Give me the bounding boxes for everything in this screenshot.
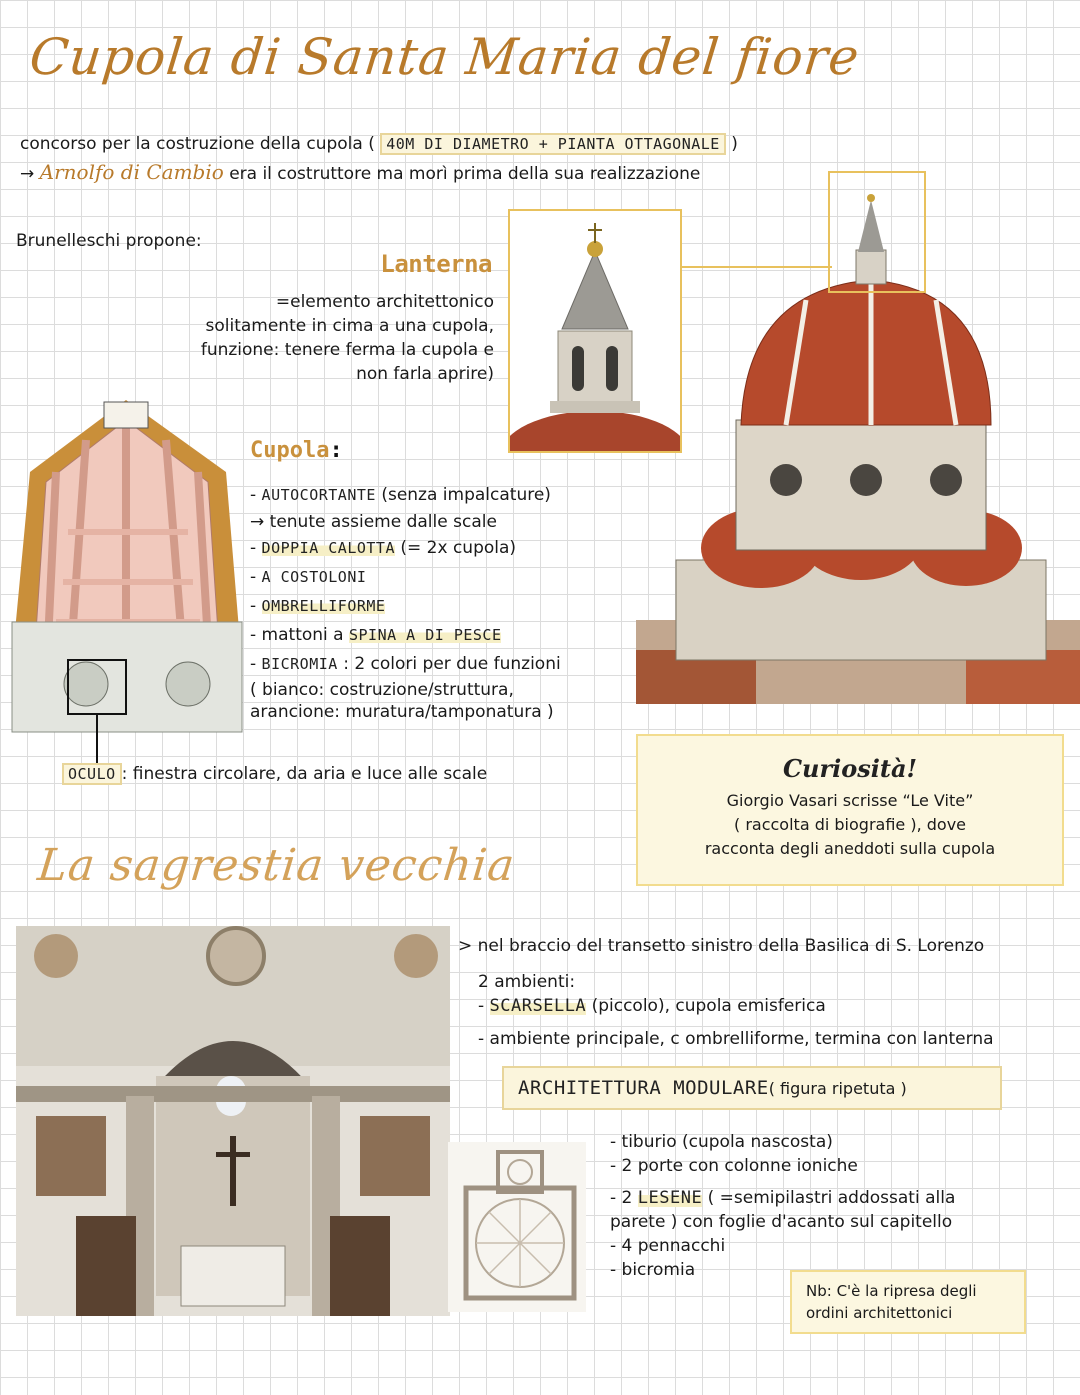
cupola-item: - DOPPIA CALOTTA (= 2x cupola) bbox=[250, 538, 517, 558]
lanterna-heading: Lanterna bbox=[380, 250, 492, 278]
sagrestia-intro: > nel braccio del transetto sinistro della Basilica di S. Lorenzo bbox=[458, 936, 985, 956]
sagrestia-list bbox=[610, 1130, 955, 1282]
oculo-line bbox=[62, 762, 487, 786]
lesene-line: - 2 LESENE ( =semipilastri addossati alla bbox=[610, 1188, 956, 1208]
lanterna-line: =elemento architettonico bbox=[275, 292, 494, 312]
oculo-key: OCULO bbox=[62, 763, 122, 785]
curiosita-text bbox=[638, 789, 1062, 861]
dome-lanterna-highlight bbox=[828, 171, 926, 293]
sagrestia-item: - bicromia bbox=[610, 1260, 696, 1280]
cupola-cutaway bbox=[8, 392, 246, 740]
modulare-box bbox=[502, 1066, 1002, 1110]
modulare-rest: ( figura ripetuta ) bbox=[768, 1078, 907, 1098]
lanterna-line: non farla aprire) bbox=[356, 364, 494, 384]
bicromia-line: arancione: muratura/tamponatura ) bbox=[250, 702, 554, 722]
scarsella-key: SCARSELLA bbox=[489, 996, 587, 1016]
curiosita-line: Giorgio Vasari scrisse “Le Vite” bbox=[726, 791, 974, 810]
page-title: Cupola di Santa Maria del fiore bbox=[26, 28, 863, 86]
oculo-rest: : finestra circolare, da aria e luce alle scale bbox=[121, 764, 488, 784]
curiosita-box bbox=[636, 734, 1064, 886]
principale-line: - ambiente principale, c ombrelliforme, termina con lanterna bbox=[478, 1029, 994, 1049]
cupola-item: - AUTOCORTANTE (senza impalcature) bbox=[250, 485, 551, 505]
concorso-prefix: concorso per la costruzione della cupola ( bbox=[20, 134, 375, 154]
lanterna-text bbox=[130, 290, 494, 386]
floor-plan-drawing bbox=[448, 1142, 586, 1312]
cupola-colon: : bbox=[329, 438, 343, 463]
curiosita-line: racconta degli aneddoti sulla cupola bbox=[704, 839, 996, 858]
brunelleschi-label: Brunelleschi propone: bbox=[16, 231, 202, 251]
nb-box bbox=[790, 1270, 1026, 1334]
cupola-item: - A COSTOLONI bbox=[250, 567, 367, 587]
ambienti-label: 2 ambienti: bbox=[478, 972, 576, 992]
cutaway-illustration bbox=[8, 392, 246, 740]
concorso-suffix: ) bbox=[731, 134, 738, 154]
curiosita-line: ( raccolta di biografie ), dove bbox=[734, 815, 966, 834]
concorso-box: 40M DI DIAMETRO + PIANTA OTTAGONALE bbox=[380, 133, 726, 155]
oculo-pointer-line bbox=[96, 714, 98, 766]
curiosita-heading: Curiosità! bbox=[782, 754, 918, 783]
sagrestia-item: - 2 porte con colonne ioniche bbox=[610, 1156, 858, 1176]
arnolfo-rest: era il costruttore ma morì prima della sua realizzazione bbox=[229, 164, 701, 184]
nb-line: Nb: C'è la ripresa degli bbox=[806, 1282, 977, 1300]
cupola-list bbox=[250, 481, 561, 723]
scarsella-line: - SCARSELLA (piccolo), cupola emisferica bbox=[478, 996, 826, 1016]
spina-text: SPINA A DI PESCE bbox=[348, 626, 502, 644]
sagrestia-title: La sagrestia vecchia bbox=[35, 840, 518, 891]
cupola-heading: Cupola bbox=[250, 438, 330, 463]
lanterna-line: solitamente in cima a una cupola, bbox=[205, 316, 494, 336]
lesene-key: LESENE bbox=[637, 1188, 703, 1208]
sagrestia-photo bbox=[16, 926, 450, 1316]
sagrestia-item: - tiburio (cupola nascosta) bbox=[610, 1132, 833, 1152]
nb-text bbox=[806, 1280, 1024, 1324]
floor-plan bbox=[448, 1142, 586, 1312]
lesene-line-2: parete ) con foglie d'acanto sul capitello bbox=[610, 1212, 953, 1232]
cupola-item: → tenute assieme dalle scale bbox=[250, 512, 497, 532]
cupola-item: - BICROMIA : 2 colori per due funzioni bbox=[250, 654, 561, 674]
lanterna-line: funzione: tenere ferma la cupola e bbox=[200, 340, 494, 360]
sagrestia-item: - 4 pennacchi bbox=[610, 1236, 726, 1256]
cupola-heading-row bbox=[250, 438, 343, 463]
concorso-line bbox=[20, 132, 738, 156]
cupola-item: - mattoni a SPINA A DI PESCE bbox=[250, 625, 502, 645]
sagrestia-illustration bbox=[16, 926, 450, 1316]
modulare-key: ARCHITETTURA MODULARE bbox=[518, 1077, 769, 1099]
nb-line: ordini architettonici bbox=[806, 1304, 953, 1322]
bicromia-line: ( bianco: costruzione/struttura, bbox=[250, 680, 514, 700]
arnolfo-line bbox=[20, 160, 700, 186]
arnolfo-name: Arnolfo di Cambio bbox=[39, 160, 224, 184]
cupola-item: - OMBRELLIFORME bbox=[250, 596, 386, 616]
arrow-icon: → bbox=[20, 164, 35, 184]
